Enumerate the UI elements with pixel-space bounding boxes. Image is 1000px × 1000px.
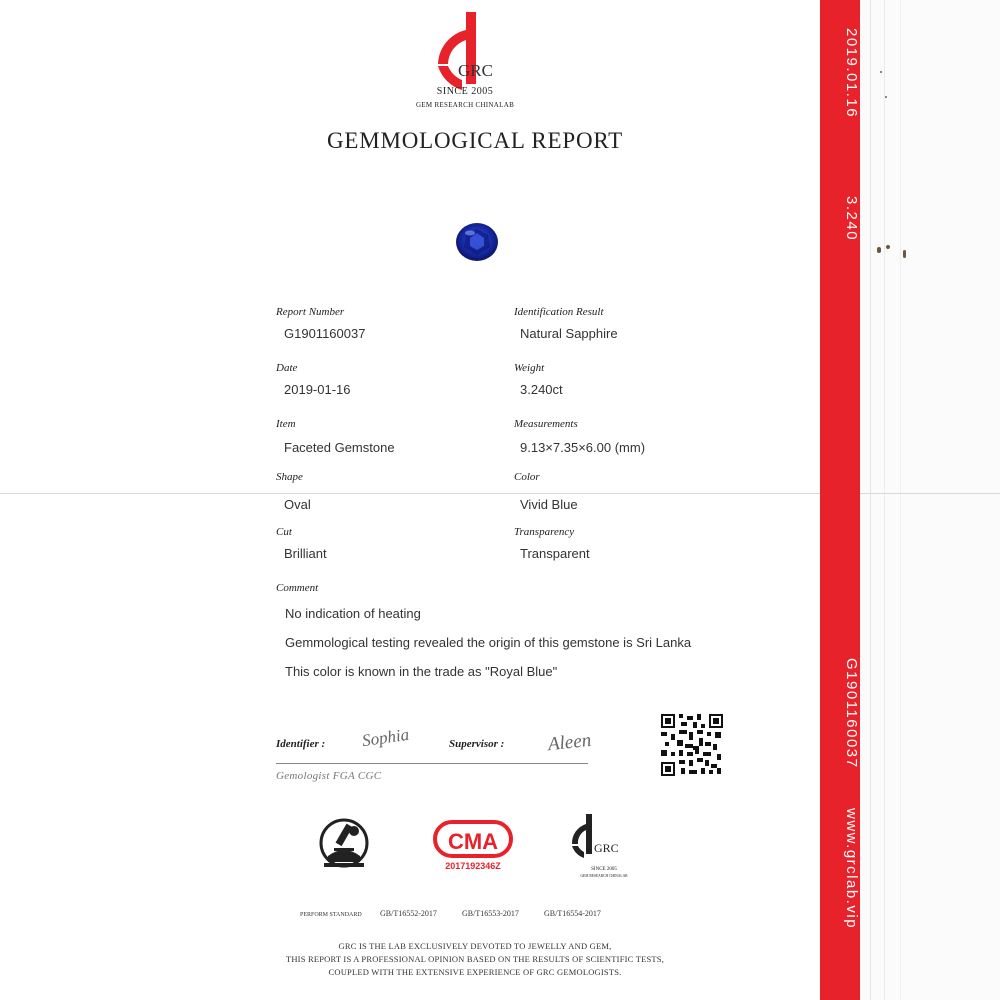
report-number-value: G1901160037 — [284, 326, 366, 341]
standard-item: GB/T16552-2017 — [380, 909, 437, 918]
side-paper-edge — [860, 0, 1000, 1000]
grc-seal-lab: GEM RESEARCH CHINALAB — [580, 874, 628, 878]
logo-lab-name: GEM RESEARCH CHINALAB — [415, 101, 515, 109]
qr-code-icon — [661, 714, 723, 776]
supervisor-signature: Aleen — [546, 729, 593, 756]
cut-value: Brilliant — [284, 546, 327, 561]
standard-item: GB/T16553-2017 — [462, 909, 519, 918]
identification-result-value: Natural Sapphire — [520, 326, 618, 341]
logo-since: SINCE 2005 — [436, 86, 494, 97]
microscope-seal-icon — [318, 816, 370, 872]
perform-standards — [300, 909, 601, 918]
footer-line: THIS REPORT IS A PROFESSIONAL OPINION BASED ON THE RESULTS OF SCIENTIFIC TESTS, — [285, 954, 665, 964]
transparency-value: Transparent — [520, 546, 590, 561]
item-label: Item — [276, 418, 296, 430]
cma-text: CMA — [447, 829, 499, 854]
weight-label: Weight — [514, 362, 545, 374]
shape-value: Oval — [284, 497, 311, 512]
signature-divider — [276, 763, 588, 764]
shape-label: Shape — [276, 471, 303, 483]
identification-result-label: Identification Result — [514, 306, 604, 318]
color-value: Vivid Blue — [520, 497, 578, 512]
color-label: Color — [514, 471, 540, 483]
footer-line: COUPLED WITH THE EXTENSIVE EXPERIENCE OF GRC GEMOLOGISTS. — [328, 967, 622, 977]
weight-value: 3.240ct — [520, 382, 563, 397]
comment-label: Comment — [276, 582, 319, 594]
date-value: 2019-01-16 — [284, 382, 351, 397]
grc-seal-since: SINCE 2005 — [591, 867, 617, 872]
side-band — [820, 0, 860, 1000]
sapphire-gem-icon — [454, 221, 500, 263]
footer-line: GRC IS THE LAB EXCLUSIVELY DEVOTED TO JEWELLY AND GEM, — [338, 941, 612, 951]
comment-line: This color is known in the trade as "Royal Blue" — [285, 664, 558, 679]
supervisor-label: Supervisor : — [449, 738, 505, 750]
band-report-number: G1901160037 — [843, 658, 860, 769]
band-date: 2019.01.16 — [843, 28, 860, 119]
date-label: Date — [276, 362, 298, 374]
gemologist-credentials: Gemologist FGA CGC — [276, 770, 382, 782]
standard-item: GB/T16554-2017 — [544, 909, 601, 918]
cut-label: Cut — [276, 526, 292, 538]
report-number-label: Report Number — [276, 306, 345, 318]
transparency-label: Transparency — [514, 526, 575, 538]
logo-wordmark: GRC — [458, 61, 493, 80]
cma-seal-icon — [432, 820, 514, 872]
comment-line: No indication of heating — [285, 606, 421, 621]
cma-number: 2017192346Z — [445, 861, 501, 871]
grc-seal-icon — [566, 812, 642, 884]
measurements-value: 9.13×7.35×6.00 (mm) — [520, 440, 646, 455]
grc-seal-wordmark: GRC — [594, 841, 619, 855]
footer-disclaimer — [240, 940, 710, 979]
measurements-label: Measurements — [514, 418, 578, 430]
standards-label: PERFORM STANDARD — [300, 912, 362, 918]
band-website: www.grclab.vip — [843, 808, 860, 930]
comment-line: Gemmological testing revealed the origin of this gemstone is Sri Lanka — [285, 635, 692, 650]
identifier-label: Identifier : — [276, 738, 326, 750]
band-weight: 3.240 — [843, 196, 860, 242]
identifier-signature: Sophia — [360, 724, 411, 751]
item-value: Faceted Gemstone — [284, 440, 395, 455]
paper-fold — [0, 493, 820, 494]
report-title: GEMMOLOGICAL REPORT — [327, 128, 623, 153]
